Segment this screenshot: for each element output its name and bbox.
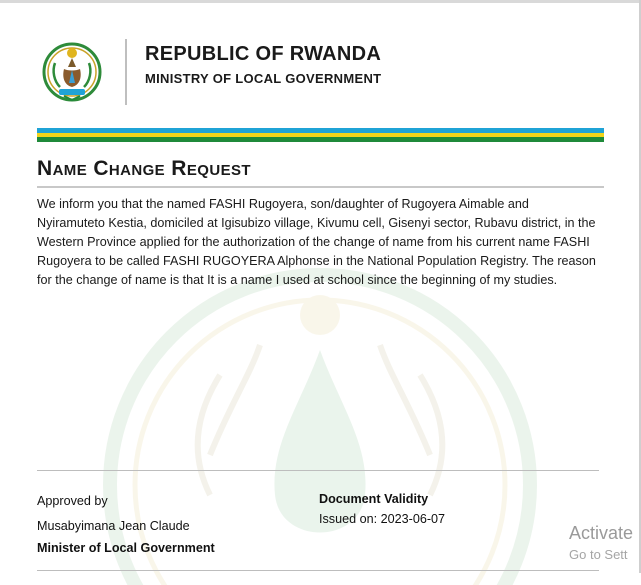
footer-divider <box>37 470 599 471</box>
signer-name: Musabyimana Jean Claude <box>37 519 190 533</box>
coat-of-arms-watermark-icon <box>100 255 540 585</box>
bottom-divider <box>37 570 599 571</box>
windows-activate-text: Activate <box>569 523 634 543</box>
windows-goto-settings-text[interactable]: Go to Sett <box>569 547 628 562</box>
issued-on-date: Issued on: 2023-06-07 <box>319 512 446 526</box>
approved-by-label: Approved by <box>37 494 108 508</box>
flag-stripe-green <box>37 137 604 142</box>
document-validity-label: Document Validity <box>319 492 429 506</box>
ministry-name: MINISTRY OF LOCAL GOVERNMENT <box>145 71 382 86</box>
rwanda-flag-stripe <box>37 128 604 142</box>
document-title: Name Change Request <box>37 157 251 180</box>
page-top-edge <box>0 0 641 3</box>
document-body: We inform you that the named FASHI Rugoyera, son/daughter of Rugoyera Aimable and Nyiramuteto Kestia, domiciled at Igisubizo village, Kivumu cell, Gisenyi sector, Rubavu district, in the Western Province applied for the authorization of the change of name from his current name FASHI Rugoyera to be called FASHI RUGOYERA Alphonse in the National Population Registry. The reason for the change of name is that It is a name I used at school since the beginning of my studies. <box>37 197 596 287</box>
title-divider <box>37 186 604 188</box>
country-name: REPUBLIC OF RWANDA <box>145 43 382 65</box>
document-header <box>37 36 607 110</box>
header-divider <box>125 39 127 105</box>
signer-title: Minister of Local Government <box>37 541 215 555</box>
rwanda-coat-of-arms-icon <box>42 39 102 105</box>
